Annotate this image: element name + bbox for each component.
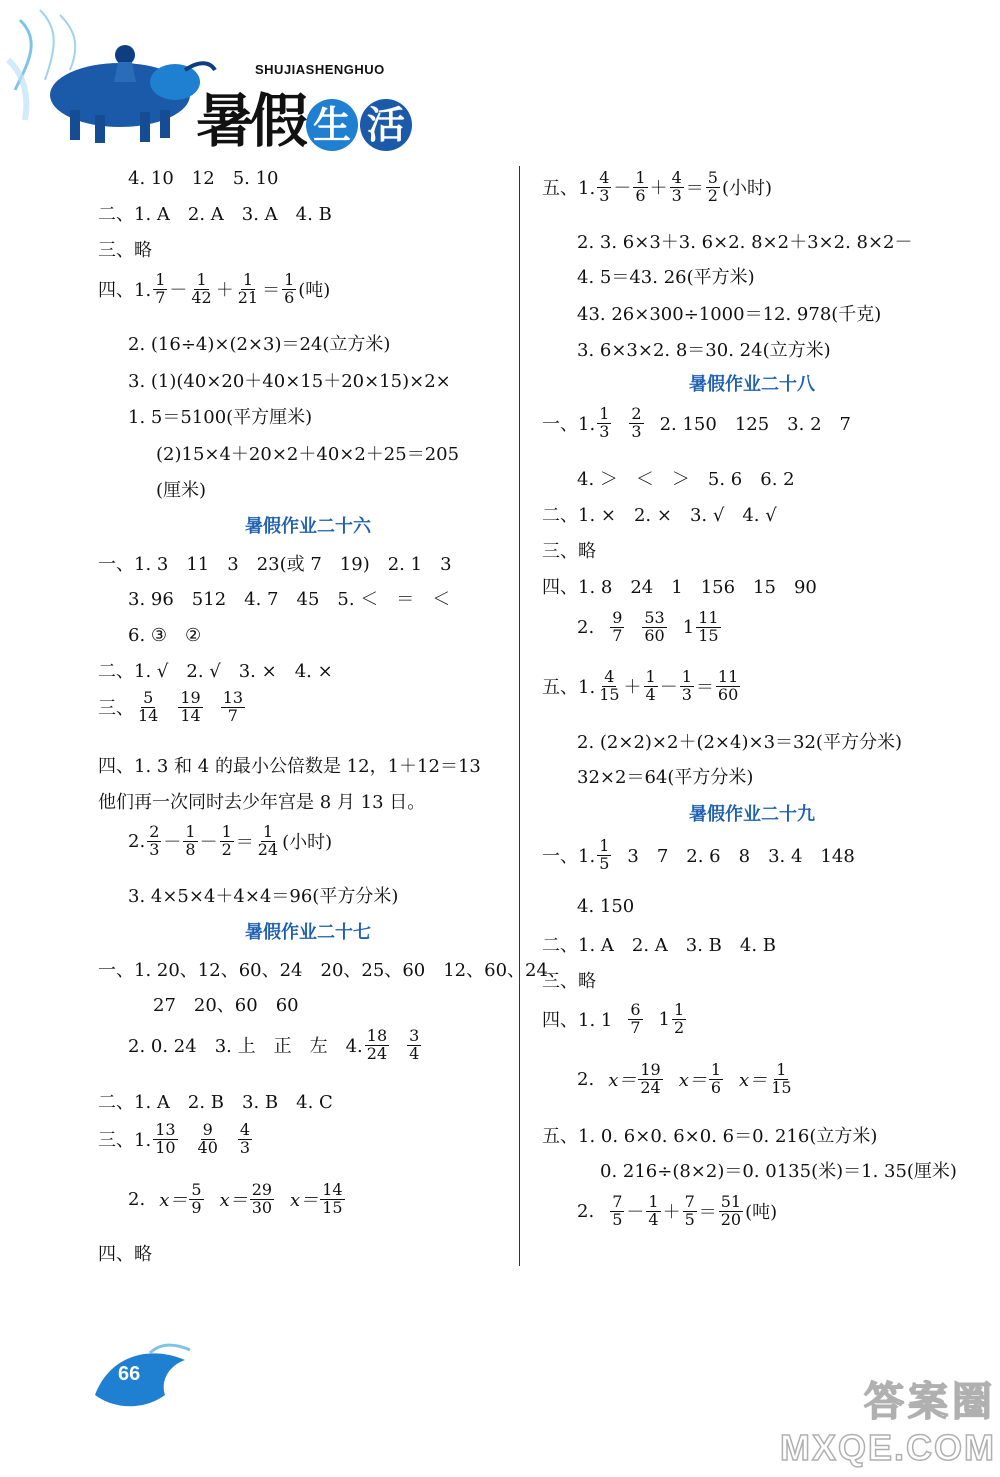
brand-char: 假 [250,87,305,155]
fraction: $\frac{9}{40}$ [197,1120,218,1157]
answer-line: 三、1. $\frac{13}{10}$ $\frac{9}{40}$ $\frac{4}{3}$ [98,1120,251,1157]
fraction: $\frac{29}{30}$ [251,1180,273,1217]
answer-line: 2. $\frac{7}{5}$ － $\frac{1}{4}$ ＋ $\frac{7}{5}$ ＝ $\frac{51}{20}$ (吨) [577,1192,778,1229]
fraction: $\frac{53}{60}$ [644,608,665,645]
fraction: $\frac{6}{7}$ [630,1000,641,1037]
answer-line: 三、略 [98,240,152,261]
section-heading: 暑假作业二十八 [689,374,815,395]
page-number: 66 [118,1363,141,1385]
answer-line: 二、1. √ 2. √ 3. × 4. × [98,661,333,682]
answer-line: 一、1. 20、12、60、24 20、25、60 12、60、24、 [98,960,566,981]
brand-bubble: 活 [360,99,412,151]
fraction: $\frac{4}{3}$ [239,1120,251,1157]
answer-line: 2. x＝ $\frac{19}{24}$ x＝ $\frac{1}{6}$ x＝ $\frac{1}{15}$ [577,1060,792,1097]
fraction: $\frac{13}{10}$ [155,1120,176,1157]
answer-line: 他们再一次同时去少年宫是 8 月 13 日。 [98,792,426,813]
answer-line: 2. 0. 24 3. 上 正 左 4. $\frac{18}{24}$ $\frac{3}{4}$ [128,1026,420,1063]
watermark-domain: MXQE.COM [780,1427,997,1468]
fraction: $\frac{1}{3}$ [599,404,610,441]
answer-line: 四、1. $\frac{1}{7}$ － $\frac{1}{42}$ ＋ $\frac{1}{21}$ ＝ $\frac{1}{6}$ (吨) [98,270,331,307]
fraction: $\frac{19}{24}$ [640,1060,661,1097]
fraction: $\frac{7}{5}$ [684,1192,695,1229]
brand-pinyin: SHUJIASHENGHUO [255,62,385,77]
answer-line: 一、1. $\frac{1}{3}$ $\frac{2}{3}$ 2. 150 125 3. 2 7 [542,404,851,441]
item-prefix: 四、1. [98,280,152,302]
fraction: $\frac{1}{42}$ [191,270,212,307]
answer-line: 27 20、60 60 [153,995,299,1016]
answer-line: 2. $\frac{2}{3}$ － $\frac{1}{8}$ － $\frac{1}{2}$ ＝ $\frac{1}{24}$ (小时) [128,822,333,859]
answer-line: 4. ＞ ＜ ＞ 5. 6 6. 2 [577,469,795,490]
answer-line: 3. 6×3×2. 8＝30. 24(立方米) [577,340,831,361]
fraction: $\frac{1}{4}$ [648,1192,659,1229]
fraction: $\frac{11}{15}$ [698,608,719,645]
answer-line: 43. 26×300÷1000＝12. 978(千克) [577,304,882,325]
fraction: $\frac{1}{15}$ [771,1060,792,1097]
watermark [780,1370,996,1469]
answer-line: 2. (16÷4)×(2×3)＝24(立方米) [128,334,391,355]
answer-line: 4. 150 [577,896,635,917]
answer-line: 1. 5＝5100(平方厘米) [128,407,313,428]
footer-wave-ornament [90,1335,200,1415]
brand-bubble: 生 [306,99,358,151]
answer-line: 2. $\frac{9}{7}$ $\frac{53}{60}$ 1 $\frac{11}{15}$ [577,608,719,645]
answer-line: 一、1. $\frac{1}{5}$ 3 7 2. 6 8 3. 4 148 [542,836,855,873]
answer-line: 4. 5＝43. 26(平方米) [577,267,755,288]
column-divider [519,166,520,1266]
fraction: $\frac{1}{7}$ [155,270,166,307]
fraction: $\frac{1}{5}$ [599,836,610,873]
fraction: $\frac{7}{5}$ [612,1192,623,1229]
answer-line: 三、略 [542,541,596,562]
fraction: $\frac{1}{4}$ [645,667,656,704]
answer-line: 三、略 [542,971,596,992]
fraction: $\frac{51}{20}$ [720,1192,742,1229]
answer-line: 三、 $\frac{5}{14}$ $\frac{19}{14}$ $\frac{13}{7}$ [98,688,244,725]
answer-line: 3. 96 512 4. 7 45 5. ＜ ＝ ＜ [128,589,451,610]
fraction: $\frac{1}{3}$ [681,667,692,704]
answer-line: 3. (1)(40×20＋40×15＋20×15)×2× [128,371,451,392]
answer-line: 一、1. 3 11 3 23(或 7 19) 2. 1 3 [98,554,452,575]
fraction: $\frac{1}{6}$ [635,168,646,205]
fraction: $\frac{11}{60}$ [717,667,739,704]
fraction: $\frac{18}{24}$ [366,1026,388,1063]
fraction: $\frac{1}{21}$ [237,270,259,307]
answer-line: 2. 3. 6×3＋3. 6×2. 8×2＋3×2. 8×2－ [577,232,913,253]
fraction: $\frac{19}{14}$ [180,688,201,725]
answer-line: 四、略 [98,1244,152,1265]
answer-line: 2. (2×2)×2＋(2×4)×3＝32(平方分米) [577,732,902,753]
fraction: $\frac{5}{9}$ [191,1180,202,1217]
answer-line: 二、1. A 2. A 3. B 4. B [542,935,777,956]
answer-line: 0. 216÷(8×2)＝0. 0135(米)＝1. 35(厘米) [600,1161,957,1182]
answer-line: 6. ③ ② [128,625,202,646]
answer-line: 32×2＝64(平方分米) [577,767,754,788]
fraction: $\frac{1}{2}$ [221,822,232,859]
fraction: $\frac{4}{15}$ [599,667,620,704]
fraction: $\frac{4}{3}$ [599,168,610,205]
answer-line: 四、1. 3 和 4 的最小公倍数是 12，1＋12＝13 [98,756,481,777]
fraction: $\frac{1}{8}$ [185,822,196,859]
answer-line: 2. x＝ $\frac{5}{9}$ x＝ $\frac{29}{30}$ x＝ $\frac{14}{15}$ [128,1180,343,1217]
fraction: $\frac{5}{2}$ [707,168,718,205]
answer-line: 二、1. × 2. × 3. √ 4. √ [542,505,777,526]
fraction: $\frac{1}{24}$ [257,822,279,859]
answer-line: 五、1. 0. 6×0. 6×0. 6＝0. 216(立方米) [542,1126,878,1147]
fraction: $\frac{5}{14}$ [138,688,159,725]
answer-line: 3. 4×5×4＋4×4＝96(平方分米) [128,886,399,907]
brand-title [196,74,412,158]
fraction: $\frac{9}{7}$ [612,608,623,645]
answer-line: 四、1. 1 $\frac{6}{7}$ 1 $\frac{1}{2}$ [542,1000,685,1037]
answer-line: 四、1. 8 24 1 156 15 90 [542,577,817,598]
section-heading: 暑假作业二十六 [245,516,371,537]
fraction: $\frac{1}{2}$ [674,1000,685,1037]
section-heading: 暑假作业二十七 [245,922,371,943]
watermark-logo-text: 答案圈 [864,1379,997,1425]
fraction: $\frac{13}{7}$ [222,688,244,725]
answer-line: 二、1. A 2. A 3. A 4. B [98,204,332,225]
fraction: $\frac{14}{15}$ [322,1180,343,1217]
fraction: $\frac{2}{3}$ [149,822,160,859]
answer-line: 五、1. $\frac{4}{15}$ ＋ $\frac{1}{4}$ － $\frac{1}{3}$ ＝ $\frac{11}{60}$ [542,667,739,704]
fraction: $\frac{1}{6}$ [710,1060,722,1097]
brand-char: 暑 [196,87,251,155]
answer-line: (厘米) [156,480,207,501]
fraction: $\frac{3}{4}$ [409,1026,420,1063]
answer-line: (2)15×4＋20×2＋40×2＋25＝205 [156,444,460,465]
answer-line: 五、1. $\frac{4}{3}$ － $\frac{1}{6}$ ＋ $\frac{4}{3}$ ＝ $\frac{5}{2}$ (小时) [542,168,772,205]
fraction: $\frac{1}{6}$ [284,270,295,307]
answer-line: 4. 10 12 5. 10 [128,168,279,189]
fraction: $\frac{4}{3}$ [671,168,682,205]
section-heading: 暑假作业二十九 [689,804,815,825]
page-header [0,0,420,160]
fraction: $\frac{2}{3}$ [631,404,642,441]
answer-line: 二、1. A 2. B 3. B 4. C [98,1092,333,1113]
